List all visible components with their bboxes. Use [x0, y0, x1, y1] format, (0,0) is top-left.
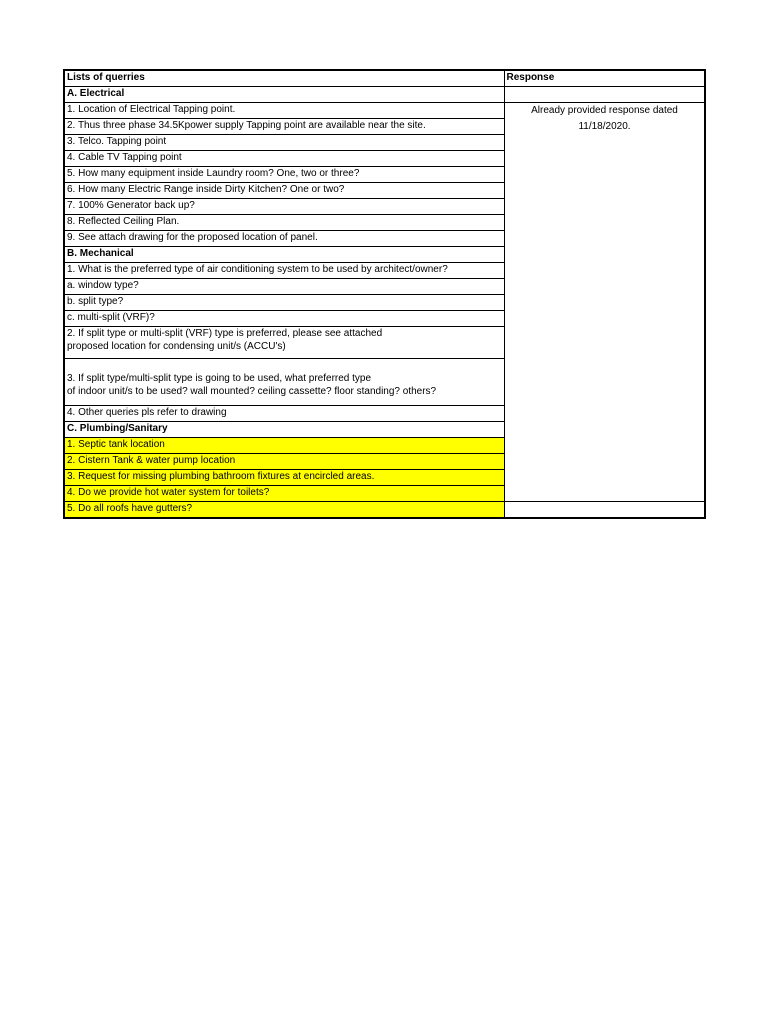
plumbing-item-1: 1. Septic tank location — [64, 438, 504, 454]
plumbing-item-5: 5. Do all roofs have gutters? — [64, 502, 504, 519]
table-row — [64, 502, 705, 519]
mechanical-question-2-line-1: 2. If split type or multi-split (VRF) type is preferred, please see attached — [67, 328, 383, 339]
response-text-line-1: Already provided response dated — [531, 105, 678, 116]
response-text-line-2: 11/18/2020. — [578, 121, 631, 132]
electrical-item-2: 2. Thus three phase 34.5Kpower supply Tapping point are available near the site. — [64, 119, 504, 135]
queries-column-header: Lists of querries — [64, 70, 504, 87]
electrical-item-8: 8. Reflected Ceiling Plan. — [64, 215, 504, 231]
mechanical-question-3-line-1: 3. If split type/multi-split type is going to be used, what preferred type — [67, 373, 372, 384]
electrical-item-4: 4. Cable TV Tapping point — [64, 151, 504, 167]
mechanical-option-c: c. multi-split (VRF)? — [64, 311, 504, 327]
electrical-item-7: 7. 100% Generator back up? — [64, 199, 504, 215]
response-cell-empty — [504, 87, 705, 103]
mechanical-question-3-line-2: of indoor unit/s to be used? wall mounted? ceiling cassette? floor standing? others? — [67, 386, 437, 397]
plumbing-item-2: 2. Cistern Tank & water pump location — [64, 454, 504, 470]
mechanical-question-3 — [64, 359, 504, 406]
mechanical-question-2-line-2: proposed location for condensing unit/s (ACCU's) — [67, 341, 286, 352]
section-row-electrical — [64, 87, 705, 103]
section-title-mechanical: B. Mechanical — [64, 247, 504, 263]
mechanical-option-b: b. split type? — [64, 295, 504, 311]
plumbing-item-4: 4. Do we provide hot water system for toilets? — [64, 486, 504, 502]
queries-table — [63, 69, 706, 519]
mechanical-question-4: 4. Other queries pls refer to drawing — [64, 406, 504, 422]
spacer — [67, 359, 502, 372]
electrical-item-1: 1. Location of Electrical Tapping point. — [64, 103, 504, 119]
electrical-item-5: 5. How many equipment inside Laundry room? One, two or three? — [64, 167, 504, 183]
mechanical-question-2 — [64, 327, 504, 359]
electrical-item-9: 9. See attach drawing for the proposed location of panel. — [64, 231, 504, 247]
table-row — [64, 103, 705, 119]
section-title-electrical: A. Electrical — [64, 87, 504, 103]
plumbing-item-3: 3. Request for missing plumbing bathroom fixtures at encircled areas. — [64, 470, 504, 486]
response-cell-empty — [504, 502, 705, 519]
table-header-row — [64, 70, 705, 87]
merged-response-cell — [504, 103, 705, 502]
electrical-item-6: 6. How many Electric Range inside Dirty Kitchen? One or two? — [64, 183, 504, 199]
mechanical-question-1: 1. What is the preferred type of air conditioning system to be used by architect/owner? — [64, 263, 504, 279]
section-title-plumbing: C. Plumbing/Sanitary — [64, 422, 504, 438]
mechanical-option-a: a. window type? — [64, 279, 504, 295]
electrical-item-3: 3. Telco. Tapping point — [64, 135, 504, 151]
response-column-header: Response — [504, 70, 705, 87]
